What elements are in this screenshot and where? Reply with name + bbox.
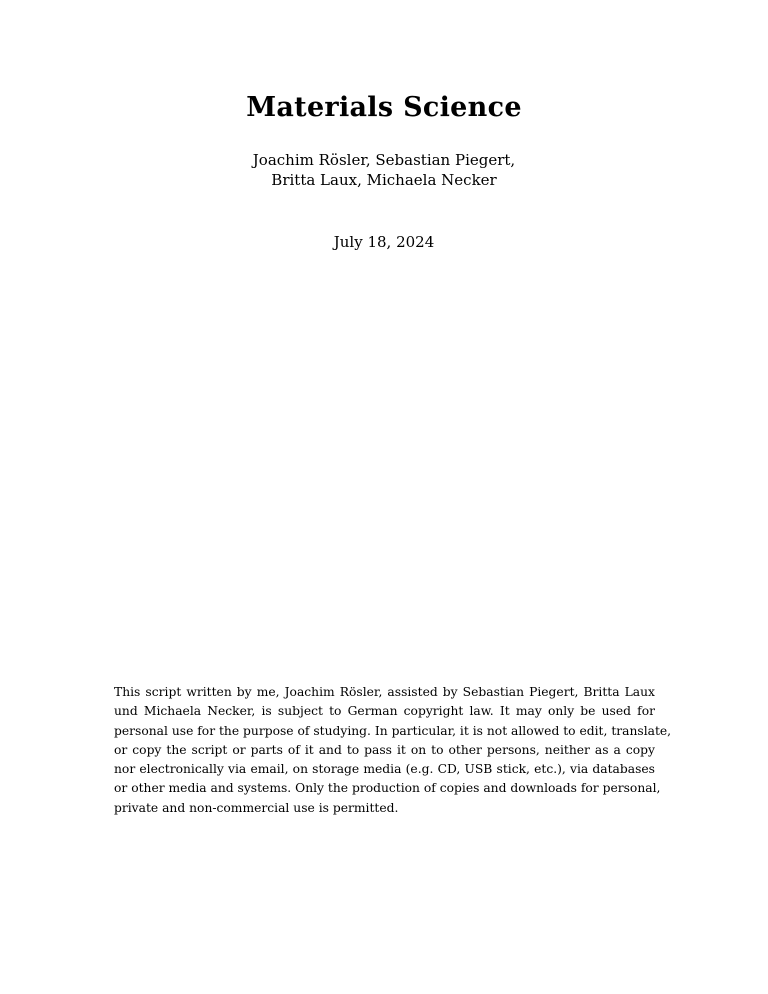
authors: [0, 150, 768, 190]
notice-line: or copy the script or parts of it and to pass it on to other persons, neither as a copy: [114, 742, 655, 757]
notice-line: und Michaela Necker, is subject to German copyright law. It may only be used for: [114, 704, 655, 719]
copyright-notice: [114, 683, 672, 818]
authors-line-1: Joachim Rösler, Sebastian Piegert,: [252, 151, 516, 169]
document-date: July 18, 2024: [333, 233, 435, 251]
notice-line: This script written by me, Joachim Rösler, assisted by Sebastian Piegert, Britta Laux: [114, 685, 655, 699]
notice-line: nor electronically via email, on storage media (e.g. CD, USB stick, etc.), via databases: [114, 762, 655, 777]
notice-line: or other media and systems. Only the production of copies and downloads for personal,: [114, 781, 661, 796]
notice-line: private and non-commercial use is permitted.: [114, 800, 399, 815]
document-title: Materials Science: [246, 92, 522, 123]
notice-line: personal use for the purpose of studying. In particular, it is not allowed to edit, translate,: [114, 723, 672, 738]
authors-line-2: Britta Laux, Michaela Necker: [271, 171, 497, 189]
